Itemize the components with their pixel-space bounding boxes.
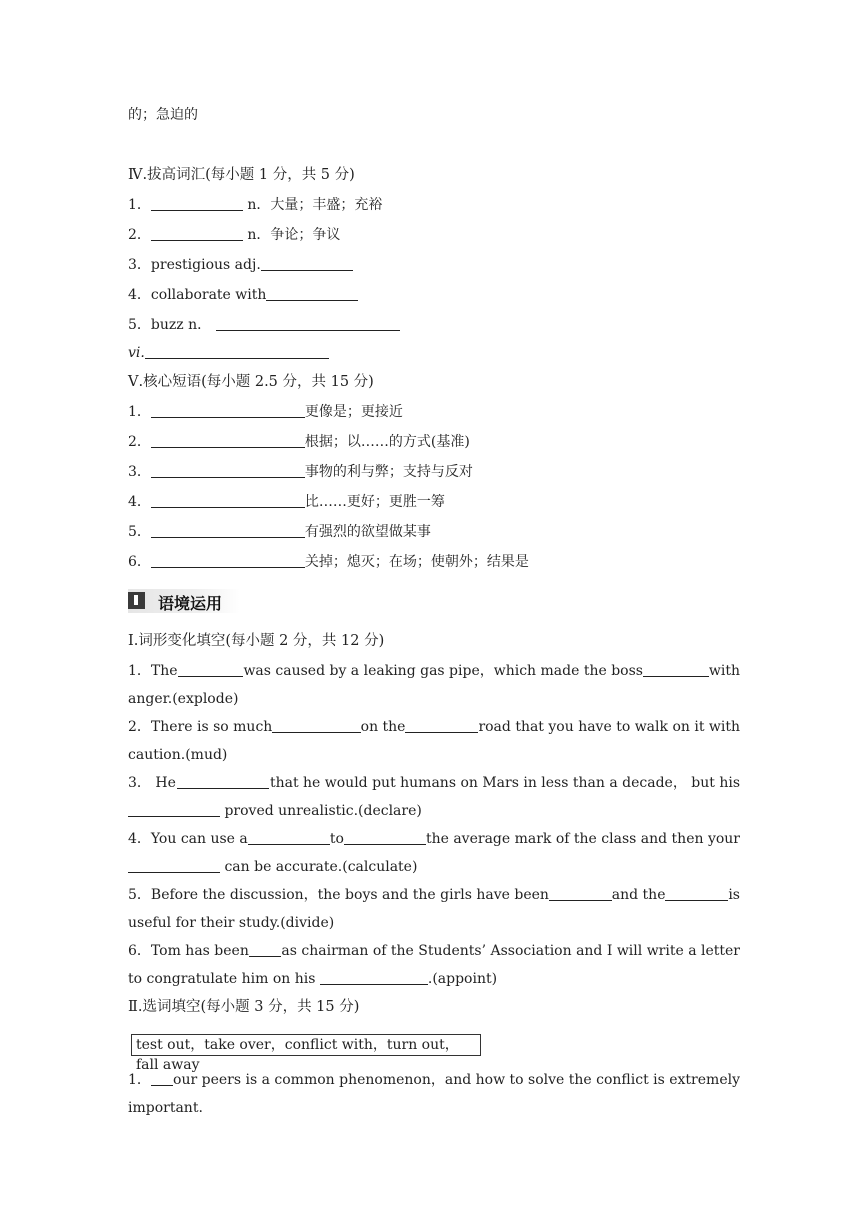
secI-q2-line2: caution.(mud) [128, 747, 228, 763]
secI-q4-line1 [128, 830, 740, 848]
answer-blank[interactable] [128, 858, 220, 873]
text: can be accurate.(calculate) [224, 859, 418, 875]
text: 4．You can use a [128, 831, 248, 847]
answer-blank[interactable] [665, 886, 728, 901]
item-number: 1． [128, 404, 151, 420]
answer-blank[interactable] [177, 774, 269, 789]
item-definition: 根据；以……的方式(基准) [304, 434, 470, 450]
intro-tail-text: 的；急迫的 [128, 107, 198, 123]
banner-label: 语境运用 [158, 594, 223, 613]
item-definition: n．大量；丰盛；充裕 [242, 197, 383, 213]
secI-q1-line2: anger.(explode) [128, 691, 239, 707]
sec4-item-1 [128, 196, 382, 214]
sec4-item-4 [128, 286, 358, 304]
text: on the [360, 719, 406, 735]
answer-blank[interactable] [151, 226, 243, 241]
item-definition: 事物的利与弊；支持与反对 [304, 464, 473, 480]
text: is [728, 887, 740, 903]
answer-blank[interactable] [151, 493, 305, 508]
item-number: 5． [128, 317, 151, 333]
text: .(appoint) [427, 971, 498, 987]
item-definition: 比……更好；更胜一筹 [304, 494, 445, 510]
answer-blank[interactable] [405, 718, 478, 733]
sec4-item-2 [128, 226, 340, 244]
section-5-title: Ⅴ.核心短语(每小题 2.5 分，共 15 分) [128, 374, 374, 390]
secI-q1-line1 [128, 662, 740, 680]
secII-q1-line1 [128, 1071, 740, 1089]
answer-blank[interactable] [549, 886, 612, 901]
vi-label: vi. [128, 345, 145, 361]
item-word: buzz n． [150, 317, 212, 333]
item-number: 4． [128, 287, 151, 303]
secI-q5-line2: useful for their study.(divide) [128, 915, 335, 931]
item-number: 2． [128, 434, 151, 450]
answer-blank[interactable] [216, 316, 400, 331]
item-definition: 有强烈的欲望做某事 [304, 524, 431, 540]
text: 2．There is so much [128, 719, 273, 735]
sec5-item-6 [128, 553, 529, 571]
sec5-item-2 [128, 433, 470, 451]
answer-blank[interactable] [272, 718, 360, 733]
secI-q5-line1 [128, 886, 740, 904]
sec4-item-5 [128, 316, 400, 334]
text: to congratulate him on his [128, 971, 316, 987]
secI-q4-line2 [128, 858, 417, 876]
secI-q6-line1 [128, 942, 740, 960]
section-ii-title: Ⅱ.选词填空(每小题 3 分，共 15 分) [128, 999, 360, 1015]
text: proved unrealistic.(declare) [224, 803, 422, 819]
text: with [708, 663, 740, 679]
answer-blank[interactable] [151, 196, 243, 211]
text: the average mark of the class and then your [425, 831, 740, 847]
sec4-vi-line [128, 344, 329, 362]
text: to [329, 831, 344, 847]
answer-blank[interactable] [266, 286, 358, 301]
item-number: 3． [128, 257, 151, 273]
secII-q1-line2: important. [128, 1100, 203, 1116]
answer-blank[interactable] [248, 830, 330, 845]
text: and the [611, 887, 666, 903]
answer-blank[interactable] [151, 463, 305, 478]
item-number: 4． [128, 494, 151, 510]
answer-blank[interactable] [643, 662, 709, 677]
word-bank-box: test out，take over，conflict with，turn out，fall away [131, 1034, 481, 1056]
text: 1．The [128, 663, 178, 679]
sec5-item-4 [128, 493, 445, 511]
text: was caused by a leaking gas pipe，which made the boss [243, 663, 643, 679]
answer-blank[interactable] [178, 662, 244, 677]
item-definition: 关掉；熄灭；在场；使朝外；结果是 [304, 554, 529, 570]
answer-blank[interactable] [249, 942, 282, 957]
item-word: collaborate with [150, 287, 267, 303]
answer-blank[interactable] [151, 553, 305, 568]
text: 3． He [128, 775, 176, 791]
item-number: 2． [128, 227, 151, 243]
text: 6．Tom has been [128, 943, 249, 959]
item-definition: 更像是；更接近 [304, 404, 403, 420]
answer-blank[interactable] [145, 344, 329, 359]
answer-blank[interactable] [151, 433, 305, 448]
sec4-item-3 [128, 256, 353, 274]
answer-blank[interactable] [344, 830, 426, 845]
item-word: prestigious adj. [150, 257, 261, 273]
answer-blank[interactable] [320, 970, 428, 985]
secI-q6-line2 [128, 970, 497, 988]
answer-blank[interactable] [151, 523, 305, 538]
text: road that you have to walk on it with [478, 719, 740, 735]
answer-blank[interactable] [151, 1071, 173, 1086]
answer-blank[interactable] [128, 802, 220, 817]
answer-blank[interactable] [151, 403, 305, 418]
item-number: 3． [128, 464, 151, 480]
text: our peers is a common phenomenon，and how to solve the conflict is extremely [173, 1072, 740, 1088]
item-number: 6． [128, 554, 151, 570]
item-number: 1． [128, 197, 151, 213]
item-number: 5． [128, 524, 151, 540]
section-marker-icon [128, 592, 145, 609]
sec5-item-1 [128, 403, 403, 421]
text: 1． [128, 1072, 151, 1088]
section-4-title: Ⅳ.拔高词汇(每小题 1 分，共 5 分) [128, 167, 355, 183]
sec5-item-5 [128, 523, 431, 541]
text: that he would put humans on Mars in less than a decade， but his [269, 775, 740, 791]
text: 5．Before the discussion，the boys and the girls have been [128, 887, 549, 903]
item-definition: n．争论；争议 [242, 227, 341, 243]
secI-q2-line1 [128, 718, 740, 736]
text: as chairman of the Students’ Association and I will write a letter [281, 943, 740, 959]
secI-q3-line2 [128, 802, 422, 820]
sec5-item-3 [128, 463, 473, 481]
answer-blank[interactable] [261, 256, 353, 271]
section-i-title: Ⅰ.词形变化填空(每小题 2 分，共 12 分) [128, 633, 385, 649]
section-banner [128, 589, 240, 613]
secI-q3-line1 [128, 774, 740, 792]
